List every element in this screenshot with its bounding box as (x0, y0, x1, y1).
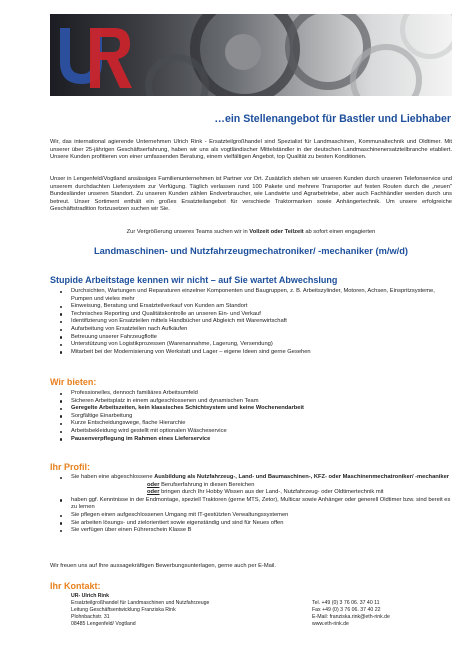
list-item: Technisches Reporting und Qualitätskontrolle an unseren Ein- und Verkauf (50, 311, 452, 319)
profile-item1-pre: Sie haben eine abgeschlossene (71, 474, 155, 480)
contact-fax: Fax +49 (0) 3 76 06. 37 40 22 (312, 607, 381, 613)
list-item: Aufarbeitung von Ersatzteilen nach Aufkäufen (50, 326, 452, 334)
tasks-heading: Stupide Arbeitstage kennen wir nicht – auf Sie wartet Abwechslung (50, 275, 338, 285)
offer-heading: Wir bieten: (50, 377, 97, 387)
intro-paragraph-1: Wir, das international agierende Unternehmen Ulrich Rink - Ersatzteilgroßhandel sind Spezialist für Landmaschinen, Kommunaltechnik und Oldtimer. Mit unserer über 25-jährigen Geschäftserfahrung, haben wir uns als vogtländischer Mittelständler in der deutschen Landmaschinenersatzteilbranche etabliert. Unsere Kunden profitieren von einer umfassenden Beratung, einem vielfältigen Angebot, top Qualität zu besten Konditionen. (50, 139, 452, 161)
list-item: Sie pflegen einen aufgeschlossenen Umgang mit IT-gestützten Verwaltungssystemen (50, 512, 452, 520)
contact-heading: Ihr Kontakt: (50, 581, 101, 591)
list-item: Durchsichten, Wartungen und Reparaturen einzelner Komponenten und Baugruppen, z. B. Arbeitszylinder, Motoren, Achsen, Einspritzsysteme, Pumpen und vieles mehr (50, 288, 452, 303)
contact-left-0: Ersatzteilgroßhandel für Landmaschinen und Nutzfahrzeuge (71, 600, 210, 606)
closing-text: Wir freuen uns auf Ihre aussagekräftigen Bewerbungsunterlagen, gerne auch per E-Mail. (50, 563, 276, 569)
list-item: Sicheren Arbeitsplatz in einem aufgeschlossenen und dynamischen Team (50, 398, 452, 406)
recruit-pre: Zur Vergrößerung unseres Teams suchen wir in (126, 229, 250, 235)
list-item: Kurze Entscheidungswege, flache Hierarchie (50, 420, 452, 428)
contact-phone: Tel. +49 (0) 3 76 06. 37 40 11 (312, 600, 380, 606)
profile-item1-l3: bringen durch Ihr Hobby Wissen aus der Land-, Nutzfahrzeug- oder Oldtimertechnik mit (159, 489, 384, 496)
list-item: Mitarbeit bei der Modernisierung von Werkstatt und Lager – eigene Ideen sind gerne Gesehen (50, 349, 452, 357)
contact-left-3: 08485 Lengenfeld/ Vogtland (71, 621, 136, 627)
profile-item1-bold: Ausbildung als Nutzfahrzeug-, Land- und Baumaschinen-, KFZ- oder Maschinenmechatroniker/ -mechaniker (154, 474, 450, 480)
list-item: Pausenverpflegung im Rahmen eines Lieferservice (50, 436, 452, 444)
ur-logo (56, 22, 134, 92)
contact-website[interactable]: www.eth-rink.de (312, 621, 349, 627)
list-item: haben ggf. Kenntnisse in der Endmontage, speziell Traktoren (gerne MTS, Zetor), Multicar sowie Anhänger oder generell Oldtimer bzw. sind bereit es zu lernen (50, 497, 452, 512)
recruit-line (50, 229, 452, 235)
list-item: Identifizierung von Ersatzteilen mittels Handbücher und Abgleich mit Warenwirtschaft (50, 318, 452, 326)
tasks-list (50, 288, 452, 356)
oder-2: oder (147, 489, 160, 496)
contact-left-2: Plohnbachstr. 31 (71, 614, 110, 620)
contact-left-1: Leitung Geschäftsentwicklung Franziska Rink (71, 607, 176, 613)
job-title: Landmaschinen- und Nutzfahrzeugmechatroniker/ -mechaniker (m/w/d) (93, 246, 409, 256)
intro-paragraph-2: Unser in Lengenfeld/Vogtland ansässiges Familienunternehmen ist Partner vor Ort. Zusätzlich stehen wir unseren Kunden durch unseren Telefonservice und unserem durchdachten Liefersystem zur Verfügung. Täglich verlassen rund 100 Pakete und mehrere Transporter auf festen Routen durch die „neuen" Bundesländer unseren Standort. Zu unseren Kunden zählen Endverbraucher, wie Landwirte und Agrarbetriebe, aber auch Fachhändler werden durch uns betreut. Unser Sortiment enthält ein großes Ersatzteilangebot für verschiede Traktormarken sowie Anhängertechnik. Um unsere erfolgreiche Geschäftstradition fortzusetzen suchen wir Sie. (50, 176, 452, 213)
list-item: Arbeitsbekleidung wird gestellt mit optionalen Wäscheservice (50, 428, 452, 436)
list-item: Betreuung unserer Fahrzeugflotte (50, 334, 452, 342)
profile-item1-l2: Berufserfahrung in diesen Bereichen (159, 481, 255, 488)
list-item: Sie verfügen über einen Führerschein Klasse B (50, 527, 452, 535)
list-item: Sorgfältige Einarbeitung (50, 413, 452, 421)
oder-1: oder (147, 481, 160, 488)
contact-company: UR- Ulrich Rink (71, 593, 110, 599)
recruit-bold: Vollzeit oder Teilzeit (249, 229, 304, 235)
tagline: …ein Stellenangebot für Bastler und Liebhaber (214, 113, 451, 125)
list-item (50, 474, 452, 497)
list-item: Geregelte Arbeitszeiten, kein klassisches Schichtsystem und keine Wochenendarbeit (50, 405, 452, 413)
list-item: Sie arbeiten lösungs- und zielorientiert sowie eigenständig und sind für Neues offen (50, 520, 452, 528)
offer-list (50, 390, 452, 443)
list-item: Unterstützung von Logistikprozessen (Warenannahme, Lagerung, Versendung) (50, 341, 452, 349)
list-item: Einweisung, Beratung und Ersatzteilverkauf von Kunden am Standort (50, 303, 452, 311)
profile-heading: Ihr Profil: (50, 462, 90, 472)
profile-list (50, 474, 452, 535)
list-item: Professionelles, dennoch familiäres Arbeitsumfeld (50, 390, 452, 398)
recruit-post: ab sofort einen engagierten (303, 229, 376, 235)
contact-email[interactable]: E-Mail: franziska.rink@eth-rink.de (312, 614, 390, 620)
